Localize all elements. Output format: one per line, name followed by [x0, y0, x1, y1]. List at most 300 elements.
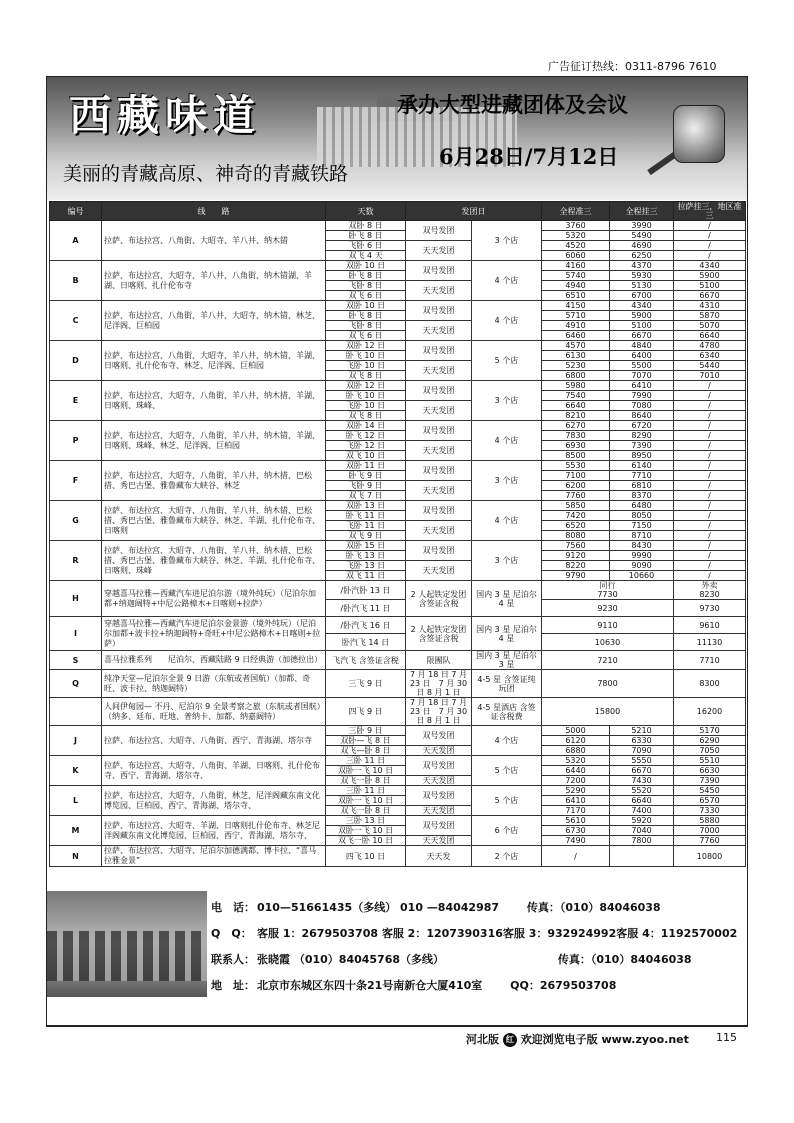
table-row — [50, 541, 746, 551]
price-lhasa: 7760 — [674, 836, 746, 846]
table-row — [50, 261, 746, 271]
route-days: 卧飞 12 日 — [326, 431, 406, 441]
route-code: C — [50, 301, 102, 341]
price-lhasa: / — [674, 411, 746, 421]
price-lhasa: 6670 — [674, 291, 746, 301]
route-days: 双卧 10 日 — [326, 261, 406, 271]
route-days: 卧飞 13 日 — [326, 551, 406, 561]
price-standard: 8500 — [542, 451, 610, 461]
routes-body-2 — [50, 726, 746, 867]
price-lhasa: / — [674, 431, 746, 441]
price-standard: 6200 — [542, 481, 610, 491]
route-days: 双飞 6 日 — [326, 331, 406, 341]
hotel-count: 3 个店 — [472, 381, 542, 421]
route-code: J — [50, 726, 102, 756]
departure-schedule: 双号发团 — [406, 381, 472, 401]
contact-person: 联系人： 张晓霞 （010）84045768（多线） 传真：（010）84046038 — [211, 953, 692, 966]
price-upgraded: 6810 — [610, 481, 674, 491]
departure-schedule: 双号发团 — [406, 501, 472, 521]
route-code: N — [50, 846, 102, 867]
table-row — [50, 301, 746, 311]
route-description: 拉萨、布达拉宫、大昭寺、羊湖、日喀则扎什伦布寺、林芝尼洋阁藏东南文化博览园、巨柏园、西宁、青海湖、塔尔寺、 — [102, 816, 326, 846]
price-lhasa: / — [674, 381, 746, 391]
route-description: 拉萨、布达拉宫、大昭寺、羊八井、八角街、纳木错湖、羊湖、日喀则、扎什伦布寺 — [102, 261, 326, 301]
price-lhasa: / — [674, 551, 746, 561]
price-standard: 8220 — [542, 561, 610, 571]
hotel-count: 5 个店 — [472, 786, 542, 816]
table-row — [50, 786, 746, 796]
price-standard: 6460 — [542, 331, 610, 341]
contact-section — [47, 891, 747, 997]
price-lhasa: / — [674, 241, 746, 251]
route-description: 拉萨、布达拉宫、大昭寺、八角街、羊八井、纳木措、巴松措、秀巴古堡、雅鲁藏布大峡谷、林芝、羊湖、扎什伦布寺、日喀则、珠峰 — [102, 541, 326, 581]
price-lhasa: 4340 — [674, 261, 746, 271]
price-upgraded: 6670 — [610, 766, 674, 776]
price-upgraded: 7990 — [610, 391, 674, 401]
price-standard: 7200 — [542, 776, 610, 786]
price-standard: 5980 — [542, 381, 610, 391]
route-days: 双飞 9 日 — [326, 531, 406, 541]
hotel-count: 4 个店 — [472, 726, 542, 756]
price-lhasa: / — [674, 541, 746, 551]
price-retail: 8230 — [699, 590, 720, 599]
price-standard: 5320 — [542, 231, 610, 241]
red-badge-icon: 红 — [503, 1033, 517, 1047]
route-code: K — [50, 756, 102, 786]
route-days: 飞卧 10 日 — [326, 401, 406, 411]
route-days: 三卧 9 日 — [326, 726, 406, 736]
price-upgraded: 8290 — [610, 431, 674, 441]
price-standard: 7420 — [542, 511, 610, 521]
route-days: 双飞一卧 10 日 — [326, 836, 406, 846]
route-description: 拉萨、布达拉宫、大昭寺、八角街、西宁、青海湖、塔尔寺 — [102, 726, 326, 756]
price-standard: 7560 — [542, 541, 610, 551]
price-upgraded: 8640 — [610, 411, 674, 421]
departure-schedule: 双号发团 — [406, 461, 472, 481]
price-lhasa: / — [674, 461, 746, 471]
hotel-standard: 国内 3 星 尼泊尔 4 星 — [472, 581, 542, 617]
hotel-standard: 国内 3 星 尼泊尔 3 星 — [472, 651, 542, 670]
route-description: 拉萨、布达拉宫、大昭寺、八角街、羊八井、纳木错、巴松措、秀巴古堡、雅鲁藏布大峡谷、林芝、羊湖、扎什伦布寺、日喀则 — [102, 501, 326, 541]
route-description: 纯净天堂—尼泊尔全景 9 日游（东航或者国航）（加都、奇旺、波卡拉、纳迦阔特） — [102, 670, 326, 698]
price-standard: 4150 — [542, 301, 610, 311]
price-upgraded: 5550 — [610, 756, 674, 766]
route-days: 双卧 13 日 — [326, 501, 406, 511]
route-days: 双卧一飞 10 日 — [326, 826, 406, 836]
table-row — [50, 341, 746, 351]
route-description: 拉萨、布达拉宫、大昭寺、八角街、羊八井、纳木措、羊湖、日喀则、珠峰、 — [102, 381, 326, 421]
price-upgraded: 10660 — [610, 571, 674, 581]
price-lhasa: / — [674, 481, 746, 491]
table-row — [50, 381, 746, 391]
price-peer: 10630 — [542, 634, 674, 651]
route-days: 双飞 10 日 — [326, 451, 406, 461]
route-days: 飞卧 8 日 — [326, 321, 406, 331]
table-row — [50, 421, 746, 431]
price-lhasa: / — [674, 221, 746, 231]
route-days: 双卧 8 日 — [326, 221, 406, 231]
col-header: 全程准三 — [542, 202, 610, 221]
col-header: 全程挂三 — [610, 202, 674, 221]
departure-schedule: 2 人起铁定发团 含签证含税 — [406, 581, 472, 617]
price-upgraded: 3990 — [610, 221, 674, 231]
route-days: 三飞 9 日 — [326, 670, 406, 698]
route-days: /卧汽卧 13 日 — [326, 581, 406, 600]
route-days: 卧飞 11 日 — [326, 511, 406, 521]
route-code: A — [50, 221, 102, 261]
banner-subtitle: 美丽的青藏高原、神奇的青藏铁路 — [63, 163, 349, 185]
price-lhasa: / — [674, 511, 746, 521]
price-upgraded: 6480 — [610, 501, 674, 511]
price-peer: 9110 — [542, 617, 674, 634]
page-number: 115 — [716, 1031, 737, 1044]
departure-schedule: 双号发团 — [406, 341, 472, 361]
price-upgraded: 8430 — [610, 541, 674, 551]
price-lhasa: 7050 — [674, 746, 746, 756]
price-lhasa: / — [674, 571, 746, 581]
hotel-count: 5 个店 — [472, 756, 542, 786]
price-upgraded: 7710 — [610, 471, 674, 481]
price-upgraded: 7150 — [610, 521, 674, 531]
departure-schedule: 双号发团 — [406, 756, 472, 776]
hotel-count: 2 个店 — [472, 846, 542, 867]
route-days: 双飞 7 日 — [326, 491, 406, 501]
price-peer: 7730 — [597, 590, 618, 599]
route-description: 穿越喜马拉雅—西藏汽车进尼泊尔金景游（境外纯玩）（尼泊尔加都+波卡拉+纳迦阔特+奇旺+中尼公路樟木+日喀则+拉萨） — [102, 617, 326, 651]
route-code: F — [50, 461, 102, 501]
route-description: 穿越喜马拉雅—西藏汽车进尼泊尔游（境外纯玩）（尼泊尔加都+纳迦阔特+中尼公路樟木+日喀则+拉萨） — [102, 581, 326, 617]
price-upgraded: 7070 — [610, 371, 674, 381]
departure-schedule: 天天发团 — [406, 836, 472, 846]
route-description: 拉萨、布达拉宫、八角街、羊八井、大昭寺、纳木错、林芝、尼洋阁、巨柏园 — [102, 301, 326, 341]
departure-schedule: 天天发团 — [406, 401, 472, 421]
col-header: 编号 — [50, 202, 102, 221]
table-header — [50, 202, 746, 221]
route-days: 双卧 10 日 — [326, 301, 406, 311]
price-upgraded: 5920 — [610, 816, 674, 826]
price-upgraded: 7390 — [610, 441, 674, 451]
prayer-wheel-icon — [673, 105, 725, 163]
price-upgraded: 6670 — [610, 331, 674, 341]
price-standard: 8080 — [542, 531, 610, 541]
route-description: 拉萨、布达拉宫、大昭寺、八角街、羊湖、日喀则、扎什伦布寺、西宁、青海湖、塔尔寺、 — [102, 756, 326, 786]
departure-schedule: 双号发团 — [406, 816, 472, 836]
route-days: 飞卧 6 日 — [326, 241, 406, 251]
price-label-cell — [674, 581, 746, 600]
price-upgraded: 9990 — [610, 551, 674, 561]
price-lhasa: / — [674, 471, 746, 481]
table-row — [50, 756, 746, 766]
route-days: /卧汽飞 16 日 — [326, 617, 406, 634]
price-lhasa: 7390 — [674, 776, 746, 786]
departure-schedule: 天天发团 — [406, 321, 472, 341]
price-standard: 9790 — [542, 571, 610, 581]
contact-phone: 电 话： 010—51661435（多线） 010 —84042987 传真：（010）84046038 — [211, 901, 661, 914]
hotel-count: 5 个店 — [472, 341, 542, 381]
table-row — [50, 670, 746, 698]
hotel-count: 4 个店 — [472, 301, 542, 341]
col-header: 拉萨挂三，地区准三 — [674, 202, 746, 221]
route-days: 双卧 11 日 — [326, 461, 406, 471]
hotel-count: 4 个店 — [472, 261, 542, 301]
departure-schedule: 双号发团 — [406, 421, 472, 441]
departure-schedule: 天天发团 — [406, 361, 472, 381]
price-retail: 9730 — [674, 600, 746, 617]
table-row — [50, 816, 746, 826]
departure-schedule: 天天发团 — [406, 521, 472, 541]
price-standard: 4160 — [542, 261, 610, 271]
price-lhasa: / — [674, 451, 746, 461]
route-days: 四飞 10 日 — [326, 846, 406, 867]
departure-schedule: 天天发团 — [406, 776, 472, 786]
route-days: 双飞—卧 8 日 — [326, 746, 406, 756]
price-lhasa: / — [674, 491, 746, 501]
price-standard: 6930 — [542, 441, 610, 451]
price-standard: 7830 — [542, 431, 610, 441]
price-lhasa: / — [674, 421, 746, 431]
route-code: P — [50, 421, 102, 461]
departure-schedule: 双号发团 — [406, 301, 472, 321]
price-lhasa: 5100 — [674, 281, 746, 291]
price-upgraded: 7430 — [610, 776, 674, 786]
price-upgraded: 5500 — [610, 361, 674, 371]
route-description: 拉萨、布达拉宫、大昭寺、八角街、林芝、尼洋阁藏东南文化博览园、巨柏园、西宁、青海湖、塔尔寺、 — [102, 786, 326, 816]
price-lhasa: 6340 — [674, 351, 746, 361]
route-description: 拉萨、布达拉宫、大昭寺、八角街、羊八井、纳木错、羊湖、日喀则、珠峰、林芝、尼洋阁、巨柏园 — [102, 421, 326, 461]
price-lhasa: / — [674, 561, 746, 571]
table-row — [50, 726, 746, 736]
departure-schedule: 天天发团 — [406, 746, 472, 756]
route-code: Q — [50, 670, 102, 698]
price-retail: 11130 — [674, 634, 746, 651]
price-lhasa: 5870 — [674, 311, 746, 321]
departure-schedule: 天天发 — [406, 846, 472, 867]
price-upgraded: 7400 — [610, 806, 674, 816]
price-lhasa: 4780 — [674, 341, 746, 351]
price-standard: 5290 — [542, 786, 610, 796]
route-days: 双卧一飞 10 日 — [326, 766, 406, 776]
price-upgraded: 6250 — [610, 251, 674, 261]
col-header: 发团日 — [406, 202, 542, 221]
price-upgraded: 9090 — [610, 561, 674, 571]
price-upgraded: 5490 — [610, 231, 674, 241]
route-days: 卧飞 8 日 — [326, 231, 406, 241]
price-label-retail: 外卖 — [701, 581, 718, 590]
price-upgraded: 5900 — [610, 311, 674, 321]
price-peer: 9230 — [542, 600, 674, 617]
route-days: 三卧 11 日 — [326, 756, 406, 766]
prayer-wheels-image — [47, 891, 207, 997]
price-retail: 9610 — [674, 617, 746, 634]
price-upgraded: 4690 — [610, 241, 674, 251]
table-row — [50, 501, 746, 511]
route-description: 喜马拉雅系列 尼泊尔、西藏陆路 9 日经典游（加德拉出） — [102, 651, 326, 670]
routes-body-special — [50, 581, 746, 726]
banner-title: 西藏味道 — [69, 91, 262, 140]
table-row — [50, 617, 746, 634]
col-header: 天数 — [326, 202, 406, 221]
price-lhasa: 5880 — [674, 816, 746, 826]
footer-edition: 河北版 红 欢迎浏览电子版 www.zyoo.net — [466, 1033, 689, 1046]
price-standard: 5850 — [542, 501, 610, 511]
departure-schedule: 天天发团 — [406, 281, 472, 301]
price-standard: 7170 — [542, 806, 610, 816]
route-code — [50, 698, 102, 726]
routes-table — [49, 201, 746, 867]
route-code: S — [50, 651, 102, 670]
price-lhasa: 7000 — [674, 826, 746, 836]
price-label-cell — [542, 581, 674, 600]
departure-schedule: 7 月 18 日 7 月 23 日 7 月 30 日 8 月 1 日 — [406, 670, 472, 698]
price-standard: 6060 — [542, 251, 610, 261]
price-peer: 15800 — [542, 698, 674, 726]
price-lhasa: 5510 — [674, 756, 746, 766]
content-frame — [46, 76, 748, 1026]
price-standard: 5610 — [542, 816, 610, 826]
departure-schedule: 双号发团 — [406, 726, 472, 746]
price-standard: 3760 — [542, 221, 610, 231]
route-days: 飞汽飞 含签证含税 — [326, 651, 406, 670]
price-upgraded: 8370 — [610, 491, 674, 501]
route-days: 四飞 9 日 — [326, 698, 406, 726]
price-standard: 6510 — [542, 291, 610, 301]
price-lhasa: 5440 — [674, 361, 746, 371]
price-retail: 8300 — [674, 670, 746, 698]
price-standard: 7490 — [542, 836, 610, 846]
price-standard: 6730 — [542, 826, 610, 836]
route-days: /卧汽飞 11 日 — [326, 600, 406, 617]
price-standard: 5230 — [542, 361, 610, 371]
departure-schedule: 双号发团 — [406, 221, 472, 241]
price-upgraded: 5930 — [610, 271, 674, 281]
route-days: 双飞一卧 8 日 — [326, 806, 406, 816]
route-description: 拉萨、布达拉宫、八角街、大昭寺、羊八井、纳木错、羊湖、日喀则、扎什伦布寺、林芝、尼洋阁、巨柏园 — [102, 341, 326, 381]
price-upgraded — [610, 846, 674, 867]
price-standard: 4520 — [542, 241, 610, 251]
price-upgraded: 7800 — [610, 836, 674, 846]
banner — [47, 77, 747, 200]
price-lhasa: / — [674, 391, 746, 401]
price-lhasa: / — [674, 531, 746, 541]
price-lhasa: / — [674, 501, 746, 511]
price-standard: 6520 — [542, 521, 610, 531]
price-upgraded: 7080 — [610, 401, 674, 411]
price-standard: 5320 — [542, 756, 610, 766]
route-description: 人间伊甸园— 不丹、尼泊尔 9 全景考察之旅（东航或者国航）（纳多、廷布、旺地、普纳卡、加都、纳嘉阔特） — [102, 698, 326, 726]
price-standard: 4940 — [542, 281, 610, 291]
hotel-standard: 4-5 星酒店 含签证含税费 — [472, 698, 542, 726]
price-upgraded: 5130 — [610, 281, 674, 291]
col-header: 线 路 — [102, 202, 326, 221]
hotel-standard: 国内 3 星 尼泊尔 4 星 — [472, 617, 542, 651]
route-days: 双飞 6 日 — [326, 291, 406, 301]
price-lhasa: / — [674, 251, 746, 261]
price-standard: 6410 — [542, 796, 610, 806]
price-standard: 6440 — [542, 766, 610, 776]
departure-schedule: 天天发团 — [406, 806, 472, 816]
route-days: 卧飞 10 日 — [326, 391, 406, 401]
route-days: 双飞一卧 8 日 — [326, 776, 406, 786]
route-days: 卧飞 8 日 — [326, 271, 406, 281]
route-days: 双卧 12 日 — [326, 341, 406, 351]
price-standard: 7100 — [542, 471, 610, 481]
route-code: E — [50, 381, 102, 421]
route-description: 拉萨、布达拉宫、大昭寺、尼泊尔加德满都、博卡拉、“喜马拉雅金景” — [102, 846, 326, 867]
price-standard: 5000 — [542, 726, 610, 736]
contact-qq: Q Q： 客服 1：2679503708 客服 2：1207390316客服 3：932924992客服 4：1192570002 — [211, 927, 738, 940]
price-standard: 5740 — [542, 271, 610, 281]
price-standard: 4570 — [542, 341, 610, 351]
departure-schedule: 天天发团 — [406, 241, 472, 261]
departure-schedule: 2 人起铁定发团 含签证含税 — [406, 617, 472, 651]
price-standard: / — [542, 846, 610, 867]
route-code: I — [50, 617, 102, 651]
price-standard: 6800 — [542, 371, 610, 381]
routes-body-1 — [50, 221, 746, 581]
contact-address: 地 址： 北京市东城区东四十条21号南新仓大厦410室 QQ：2679503708 — [211, 979, 617, 992]
route-days: 双飞 8 日 — [326, 411, 406, 421]
price-upgraded: 8050 — [610, 511, 674, 521]
route-days: 飞卧 11 日 — [326, 521, 406, 531]
price-lhasa: 6630 — [674, 766, 746, 776]
price-upgraded: 7040 — [610, 826, 674, 836]
price-peer: 7800 — [542, 670, 674, 698]
price-lhasa: / — [674, 231, 746, 241]
price-retail: 7710 — [674, 651, 746, 670]
route-days: 双飞 8 日 — [326, 371, 406, 381]
price-lhasa: / — [674, 441, 746, 451]
table-row — [50, 651, 746, 670]
price-lhasa: 4310 — [674, 301, 746, 311]
table-row — [50, 461, 746, 471]
route-description: 拉萨、布达拉宫、八角街、大昭寺、羊八井、纳木错 — [102, 221, 326, 261]
price-lhasa: 6290 — [674, 736, 746, 746]
price-lhasa: 7330 — [674, 806, 746, 816]
footer-promo-link[interactable]: 欢迎浏览电子版 www.zyoo.net — [520, 1033, 689, 1046]
price-lhasa: 5170 — [674, 726, 746, 736]
price-standard: 7540 — [542, 391, 610, 401]
hotel-count: 3 个店 — [472, 541, 542, 581]
price-standard: 5530 — [542, 461, 610, 471]
price-label-peer: 同行 — [599, 581, 616, 590]
price-upgraded: 4370 — [610, 261, 674, 271]
price-upgraded: 4840 — [610, 341, 674, 351]
price-lhasa: 10800 — [674, 846, 746, 867]
route-days: 双卧 14 日 — [326, 421, 406, 431]
price-upgraded: 5100 — [610, 321, 674, 331]
table-row — [50, 221, 746, 231]
price-standard: 8210 — [542, 411, 610, 421]
route-code: M — [50, 816, 102, 846]
price-lhasa: 7010 — [674, 371, 746, 381]
departure-schedule: 天天发团 — [406, 561, 472, 581]
price-upgraded: 6400 — [610, 351, 674, 361]
ad-hotline: 广告征订热线：0311-8796 7610 — [548, 60, 717, 73]
departure-schedule: 双号发团 — [406, 541, 472, 561]
route-days: 飞卧 8 日 — [326, 281, 406, 291]
price-standard: 6880 — [542, 746, 610, 756]
table-row — [50, 846, 746, 867]
price-standard: 6130 — [542, 351, 610, 361]
price-lhasa: 6570 — [674, 796, 746, 806]
route-days: 飞卧 12 日 — [326, 441, 406, 451]
route-code: D — [50, 341, 102, 381]
departure-schedule: 限團队 — [406, 651, 472, 670]
price-lhasa: / — [674, 521, 746, 531]
hotel-count: 6 个店 — [472, 816, 542, 846]
price-upgraded: 8710 — [610, 531, 674, 541]
price-lhasa: 5900 — [674, 271, 746, 281]
